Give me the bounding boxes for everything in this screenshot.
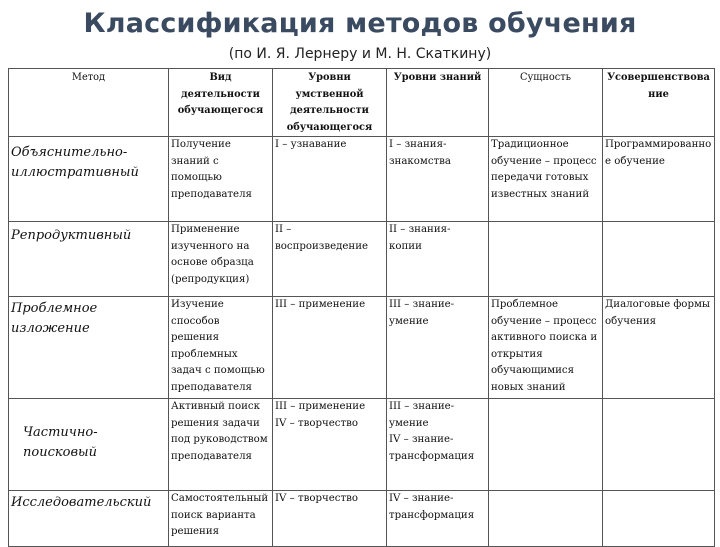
table-row (9, 491, 715, 547)
method-cell (9, 137, 169, 222)
method-cell (9, 491, 169, 547)
mental-level-cell (273, 222, 387, 297)
table-row (9, 222, 715, 297)
method-name: Проблемное изложение (11, 301, 98, 336)
mental-level-text: I – узнавание (275, 139, 347, 150)
method-name: Репродуктивный (11, 228, 132, 243)
essence-cell (489, 222, 603, 297)
knowledge-level-text: III – знание-умение (389, 299, 455, 327)
column-header-knowledge-level: Уровни знаний (387, 69, 489, 137)
improvement-cell (603, 297, 715, 399)
knowledge-level-cell (387, 137, 489, 222)
knowledge-level-cell (387, 297, 489, 399)
activity-text: Применение изученного на основе образца (репродукция) (171, 224, 254, 285)
activity-cell (169, 297, 273, 399)
activity-cell (169, 137, 273, 222)
knowledge-level-text: III – знание-умение IV – знание-трансформация (389, 401, 475, 462)
mental-level-text: III – применение IV – творчество (275, 401, 366, 429)
mental-level-cell (273, 491, 387, 547)
table-row (9, 297, 715, 399)
knowledge-level-cell (387, 399, 489, 491)
table-header-row (9, 69, 715, 137)
column-header-improvement: Усовершенствование (603, 69, 715, 137)
improvement-cell (603, 137, 715, 222)
column-header-method: Метод (9, 69, 169, 137)
knowledge-level-text: IV – знание-трансформация (389, 493, 475, 521)
knowledge-level-text: II – знания- копии (389, 224, 451, 252)
method-cell (9, 399, 169, 491)
method-name: Частично-поисковый (23, 425, 98, 460)
essence-cell (489, 491, 603, 547)
method-name: Объяснительно-иллюстративный (11, 145, 139, 180)
improvement-text: Диалоговые формы обучения (605, 299, 710, 327)
improvement-cell (603, 491, 715, 547)
activity-text: Получение знаний с помощью преподавателя (171, 139, 252, 200)
essence-text: Проблемное обучение – процесс активного поиска и открытия обучающимися новых знаний (491, 299, 598, 393)
column-header-essence: Сущность (489, 69, 603, 137)
method-cell (9, 222, 169, 297)
essence-cell (489, 297, 603, 399)
activity-text: Изучение способов решения проблемных задач с помощью преподавателя (171, 299, 265, 393)
page-subtitle: (по И. Я. Лернеру и М. Н. Скаткину) (228, 46, 492, 62)
methods-table (8, 68, 715, 547)
mental-level-cell (273, 137, 387, 222)
activity-cell (169, 491, 273, 547)
activity-cell (169, 399, 273, 491)
essence-cell (489, 399, 603, 491)
column-header-mental-level: Уровни умственной деятельности обучающегося (273, 69, 387, 137)
activity-text: Самостоятельный поиск варианта решения (171, 493, 269, 537)
improvement-cell (603, 222, 715, 297)
knowledge-level-cell (387, 491, 489, 547)
essence-text: Традиционное обучение – процесс передачи готовых известных знаний (491, 139, 597, 200)
mental-level-cell (273, 399, 387, 491)
activity-text: Активный поиск решения задачи под руководством преподавателя (171, 401, 268, 462)
column-header-activity: Вид деятельности обучающегося (169, 69, 273, 137)
knowledge-level-cell (387, 222, 489, 297)
mental-level-text: III – применение (275, 299, 366, 310)
mental-level-cell (273, 297, 387, 399)
mental-level-text: IV – творчество (275, 493, 358, 504)
essence-cell (489, 137, 603, 222)
knowledge-level-text: I – знания-знакомства (389, 139, 451, 167)
improvement-cell (603, 399, 715, 491)
page-title: Классификация методов обучения (83, 8, 637, 39)
method-name: Исследовательский (11, 495, 152, 510)
table-row (9, 399, 715, 491)
method-cell (9, 297, 169, 399)
activity-cell (169, 222, 273, 297)
mental-level-text: II – воспроизведение (275, 224, 369, 252)
table-row (9, 137, 715, 222)
improvement-text: Программированное обучение (605, 139, 712, 167)
